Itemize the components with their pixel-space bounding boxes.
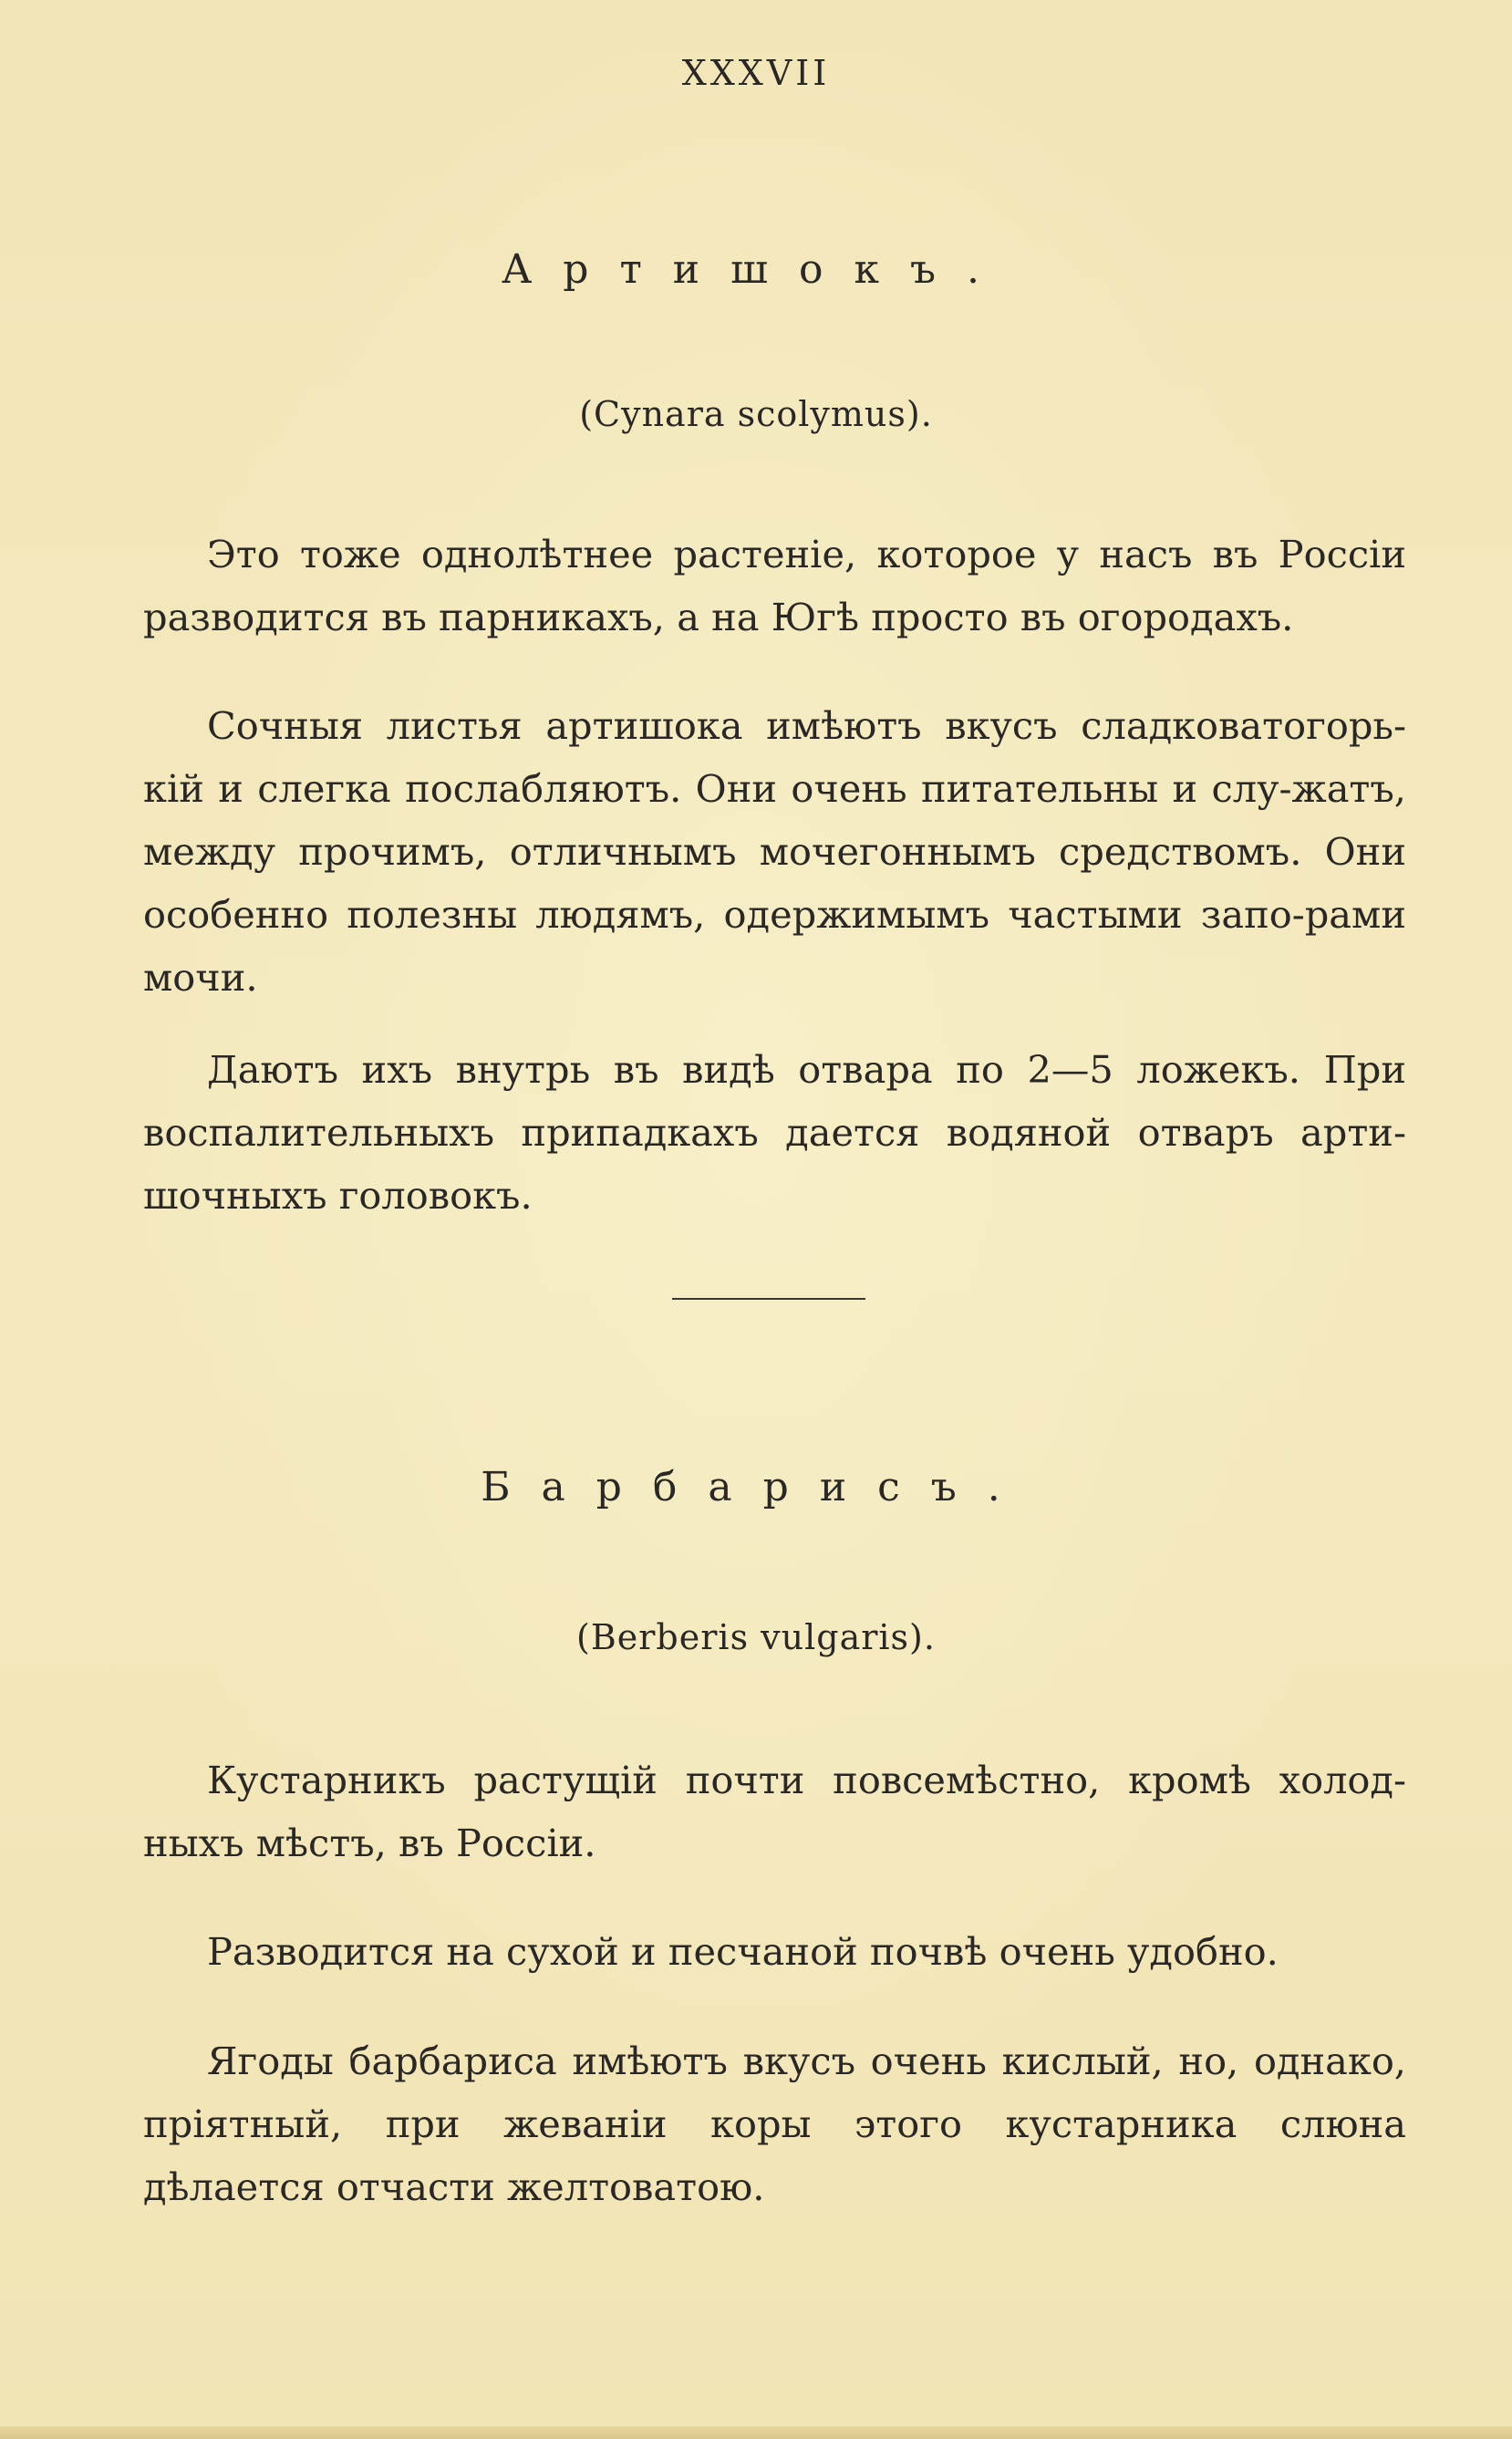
section-heading-barberry: Барбарисъ. <box>481 1464 1031 1510</box>
page-number: XXXVII <box>681 53 831 93</box>
paragraph-artichoke-2: Сочныя листья артишока имѣютъ вкусъ сладковатогорь-кій и слегка послабляютъ. Они очень питательны и слу-жатъ, между прочимъ, отличнымъ мочегоннымъ средствомъ. Они особенно полезны людямъ, одержимымъ частыми запо-рами мочи. <box>143 703 1406 1000</box>
paragraph-artichoke-3: Даютъ ихъ внутрь въ видѣ отвара по 2—5 ложекъ. При воспалительныхъ припадкахъ дается водяной отваръ арти-шочныхъ головокъ. <box>143 1047 1406 1218</box>
latin-name-artichoke: (Cynara scolymus). <box>579 394 933 434</box>
section-heading-artichoke: Артишокъ. <box>501 246 1011 293</box>
paragraph-artichoke-1: Это тоже однолѣтнее растеніе, которое у насъ въ Россіи разводится въ парникахъ, а на Югѣ просто въ огородахъ. <box>143 532 1406 639</box>
page-bottom-edge <box>0 2426 1512 2439</box>
section-divider <box>672 1298 865 1300</box>
paragraph-barberry-2: Разводится на сухой и песчаной почвѣ очень удобно. <box>207 1929 1279 1974</box>
paragraph-barberry-1: Кустарникъ растущій почти повсемѣстно, кромѣ холод-ныхъ мѣстъ, въ Россіи. <box>143 1758 1406 1865</box>
paragraph-barberry-3: Ягоды барбариса имѣютъ вкусъ очень кислый, но, однако, пріятный, при жеваніи коры этого кустарника слюна дѣлается отчасти желтоватою. <box>143 2039 1406 2209</box>
latin-name-barberry: (Berberis vulgaris). <box>576 1617 936 1657</box>
